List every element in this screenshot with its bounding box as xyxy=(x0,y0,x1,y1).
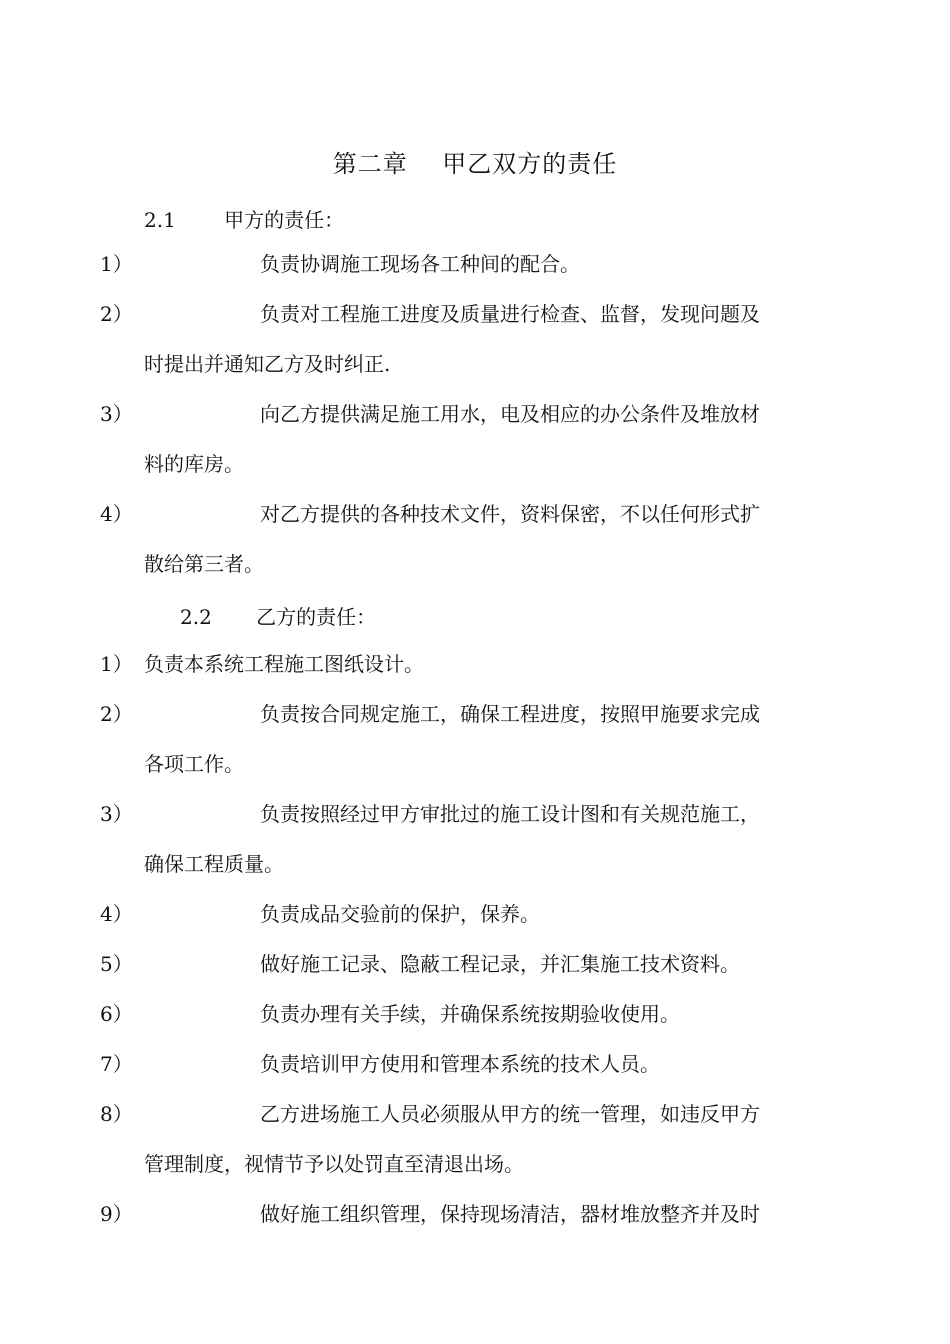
item-text: 做好施工记录、隐蔽工程记录，并汇集施工技术资料。 xyxy=(260,952,740,976)
item-marker: 3） xyxy=(100,402,133,426)
section-heading-2-1 xyxy=(144,204,344,233)
item-text: 负责本系统工程施工图纸设计。 xyxy=(144,652,424,676)
section-label: 甲方的责任： xyxy=(224,208,345,232)
item-marker: 9） xyxy=(100,1202,133,1226)
item-text-continued: 各项工作。 xyxy=(144,752,244,776)
item-text-continued: 散给第三者。 xyxy=(144,552,264,576)
item-marker: 4） xyxy=(100,902,133,926)
item-marker: 1） xyxy=(100,652,133,676)
item-marker: 5） xyxy=(100,952,133,976)
item-text-continued: 料的库房。 xyxy=(144,452,244,476)
item-text: 乙方进场施工人员必须服从甲方的统一管理，如违反甲方 xyxy=(260,1102,760,1126)
item-text-continued: 时提出并通知乙方及时纠正. xyxy=(144,352,391,376)
item-marker: 1） xyxy=(100,252,133,276)
section-number: 2.2 xyxy=(180,605,212,629)
item-marker: 7） xyxy=(100,1052,133,1076)
item-text: 负责按照经过甲方审批过的施工设计图和有关规范施工， xyxy=(260,802,760,826)
item-marker: 2） xyxy=(100,702,133,726)
item-text: 负责按合同规定施工，确保工程进度，按照甲施要求完成 xyxy=(260,702,760,726)
item-text-continued: 管理制度，视情节予以处罚直至清退出场。 xyxy=(144,1152,524,1176)
item-text: 负责对工程施工进度及质量进行检查、监督，发现问题及 xyxy=(260,302,760,326)
item-marker: 3） xyxy=(100,802,133,826)
item-text-continued: 确保工程质量。 xyxy=(144,852,284,876)
item-marker: 2） xyxy=(100,302,133,326)
chapter-title: 第二章 甲乙双方的责任 xyxy=(332,150,618,178)
section-label: 乙方的责任： xyxy=(256,605,377,629)
section-heading-2-2 xyxy=(180,601,376,630)
item-marker: 6） xyxy=(100,1002,133,1026)
item-text: 向乙方提供满足施工用水，电及相应的办公条件及堆放材 xyxy=(260,402,760,426)
item-text: 负责成品交验前的保护，保养。 xyxy=(260,902,540,926)
item-text: 负责培训甲方使用和管理本系统的技术人员。 xyxy=(260,1052,660,1076)
item-text: 负责办理有关手续，并确保系统按期验收使用。 xyxy=(260,1002,680,1026)
item-marker: 4） xyxy=(100,502,133,526)
item-marker: 8） xyxy=(100,1102,133,1126)
section-number: 2.1 xyxy=(144,208,176,232)
item-text: 做好施工组织管理，保持现场清洁，器材堆放整齐并及时 xyxy=(260,1202,760,1226)
item-text: 对乙方提供的各种技术文件，资料保密，不以任何形式扩 xyxy=(260,502,760,526)
item-text: 负责协调施工现场各工种间的配合。 xyxy=(260,252,580,276)
